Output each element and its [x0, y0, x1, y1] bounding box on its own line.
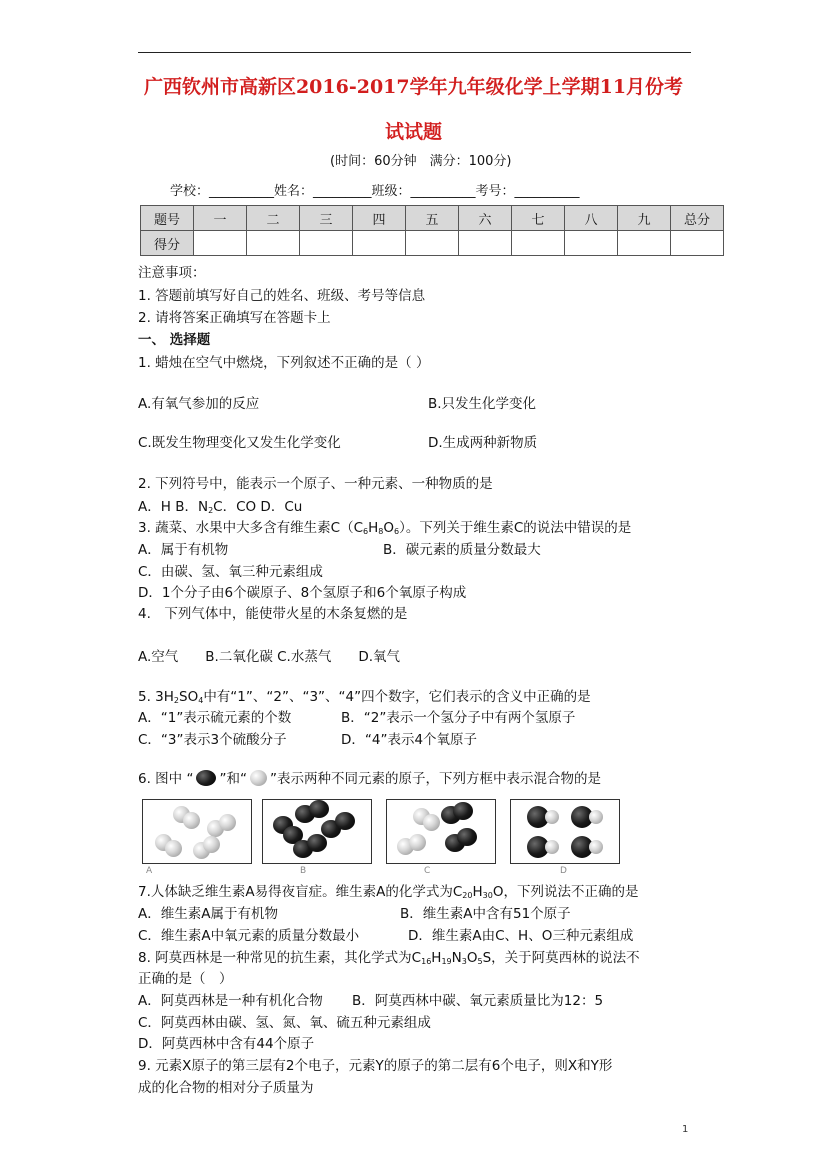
note-item: 1. 答题前填写好自己的姓名、班级、考号等信息: [138, 288, 426, 304]
option-b-diagram: [262, 799, 372, 864]
gray-atom: [165, 840, 182, 857]
score-header-cell: 七: [512, 206, 565, 231]
option-a-diagram: [142, 799, 252, 864]
q3-option-a: A．属于有机物: [138, 542, 229, 558]
q7-option-d: D．维生素A由C、H、O三种元素组成: [408, 928, 634, 944]
gray-atom: [423, 814, 440, 831]
exam-title-line2: 试试题: [384, 121, 442, 143]
q1-option-d: D.生成两种新物质: [428, 435, 538, 451]
score-cell[interactable]: [459, 231, 512, 256]
option-d-label: D: [560, 866, 567, 876]
gray-atom: [409, 834, 426, 851]
q5-option-d: D．“4”表示4个氧原子: [341, 732, 478, 748]
note-item: 2. 请将答案正确填写在答题卡上: [138, 310, 331, 326]
q8-option-b: B．阿莫西林中碳、氧元素质量比为12：5: [352, 993, 604, 1009]
header-rule: [138, 52, 691, 53]
question-7-stem: 7.人体缺乏维生素A易得夜盲症。维生素A的化学式为$C_{20}H_{30}O$，下列说法不正确的是: [138, 884, 639, 900]
question-6-stem: 6. 图中 “ ”和“ ”表示两种不同元素的原子，下列方框中表示混合物的是: [138, 771, 601, 787]
option-d-diagram: [510, 799, 620, 864]
score-table: [140, 205, 724, 256]
score-table-header-row: [141, 206, 724, 231]
option-b-label: B: [300, 866, 307, 876]
option-c-label: C: [424, 866, 431, 876]
question-8-stem: 8. 阿莫西林是一种常见的抗生素，其化学式为$C_{16}H_{19}N_3O_5S$，关于阿莫西林的说法不: [138, 950, 640, 966]
q1-option-c: C.既发生物理变化又发生化学变化: [138, 435, 341, 451]
score-header-cell: 八: [565, 206, 618, 231]
score-header-cell: 总分: [671, 206, 724, 231]
score-header-cell: 四: [353, 206, 406, 231]
score-label-cell: 得分: [141, 231, 194, 256]
gray-atom: [589, 810, 603, 824]
q1-option-b: B.只发生化学变化: [428, 396, 537, 412]
notes-title: 注意事项：: [138, 265, 206, 281]
score-header-cell: 题号: [141, 206, 194, 231]
score-cell[interactable]: [353, 231, 406, 256]
q7-option-c: C．维生素A中氧元素的质量分数最小: [138, 928, 360, 944]
time-info: (时间：60分钟 满分：100分): [330, 154, 512, 169]
gray-atom: [219, 814, 236, 831]
q1-option-a: A.有氧气参加的反应: [138, 396, 260, 412]
question-8-stem-cont: 正确的是（ ）: [138, 971, 233, 987]
score-cell[interactable]: [671, 231, 724, 256]
question-2-stem: 2. 下列符号中，能表示一个原子、一种元素、一种物质的是: [138, 476, 493, 492]
question-4-stem: 4. 下列气体中，能使带火星的木条复燃的是: [138, 606, 408, 622]
score-cell[interactable]: [300, 231, 353, 256]
score-cell[interactable]: [194, 231, 247, 256]
black-atom: [453, 802, 473, 820]
q7-option-b: B．维生素A中含有51个原子: [400, 906, 571, 922]
question-3-stem: 3. 蔬菜、水果中大多含有维生素$C(C_6H_8O_6)$。下列关于维生素C的说法中错误的是: [138, 520, 632, 536]
q5-option-c: C．“3”表示3个硫酸分子: [138, 732, 287, 748]
score-header-cell: 五: [406, 206, 459, 231]
exam-title-line1: 广西钦州市高新区2016-2017学年九年级化学上学期11月份考: [143, 76, 684, 98]
score-header-cell: 九: [618, 206, 671, 231]
score-cell[interactable]: [512, 231, 565, 256]
question-9-stem-cont: 成的化合物的相对分子质量为: [138, 1080, 314, 1096]
gray-atom-icon: [250, 770, 267, 786]
black-atom: [457, 828, 477, 846]
student-info-line: 学校：__________姓名：_________班级：__________考号：__________: [170, 184, 580, 199]
option-c-diagram: [386, 799, 496, 864]
option-a-label: A: [146, 866, 153, 876]
section-title: 一、 选择题: [138, 332, 211, 348]
black-atom: [309, 800, 329, 818]
score-header-cell: 三: [300, 206, 353, 231]
score-header-cell: 六: [459, 206, 512, 231]
black-atom-icon: [196, 770, 216, 786]
q4-options: A.空气 B.二氧化碳 C.水蒸气 D.氧气: [138, 649, 401, 665]
q7-option-a: A．维生素A属于有机物: [138, 906, 278, 922]
question-5-stem: 5. $3H_2SO_4$中有“1”、“2”、“3”、“4”四个数字，它们表示的含义中正确的是: [138, 689, 591, 705]
q2-options: A．H B．$N_2C$．CO D．Cu: [138, 499, 303, 515]
score-table-score-row: [141, 231, 724, 256]
q8-option-a: A．阿莫西林是一种有机化合物: [138, 993, 323, 1009]
gray-atom: [589, 840, 603, 854]
gray-atom: [183, 812, 200, 829]
q3-option-b: B．碳元素的质量分数最大: [383, 542, 541, 558]
page-number: 1: [682, 1124, 689, 1135]
black-atom: [335, 812, 355, 830]
gray-atom: [545, 840, 559, 854]
q3-option-d: D．1个分子由6个碳原子、8个氢原子和6个氧原子构成: [138, 585, 467, 601]
q3-option-c: C．由碳、氢、氧三种元素组成: [138, 564, 323, 580]
q8-option-c: C．阿莫西林由碳、氢、氮、氧、硫五种元素组成: [138, 1015, 431, 1031]
q5-option-b: B．“2”表示一个氢分子中有两个氢原子: [341, 710, 576, 726]
score-header-cell: 二: [247, 206, 300, 231]
score-cell[interactable]: [565, 231, 618, 256]
gray-atom: [545, 810, 559, 824]
black-atom: [307, 834, 327, 852]
question-1-stem: 1. 蜡烛在空气中燃烧，下列叙述不正确的是（ ）: [138, 355, 430, 371]
q8-option-d: D．阿莫西林中含有44个原子: [138, 1036, 315, 1052]
score-cell[interactable]: [618, 231, 671, 256]
score-header-cell: 一: [194, 206, 247, 231]
score-cell[interactable]: [406, 231, 459, 256]
gray-atom: [203, 836, 220, 853]
q5-option-a: A．“1”表示硫元素的个数: [138, 710, 292, 726]
question-9-stem: 9. 元素X原子的第三层有2个电子，元素Y的原子的第二层有6个电子，则X和Y形: [138, 1058, 613, 1074]
score-cell[interactable]: [247, 231, 300, 256]
